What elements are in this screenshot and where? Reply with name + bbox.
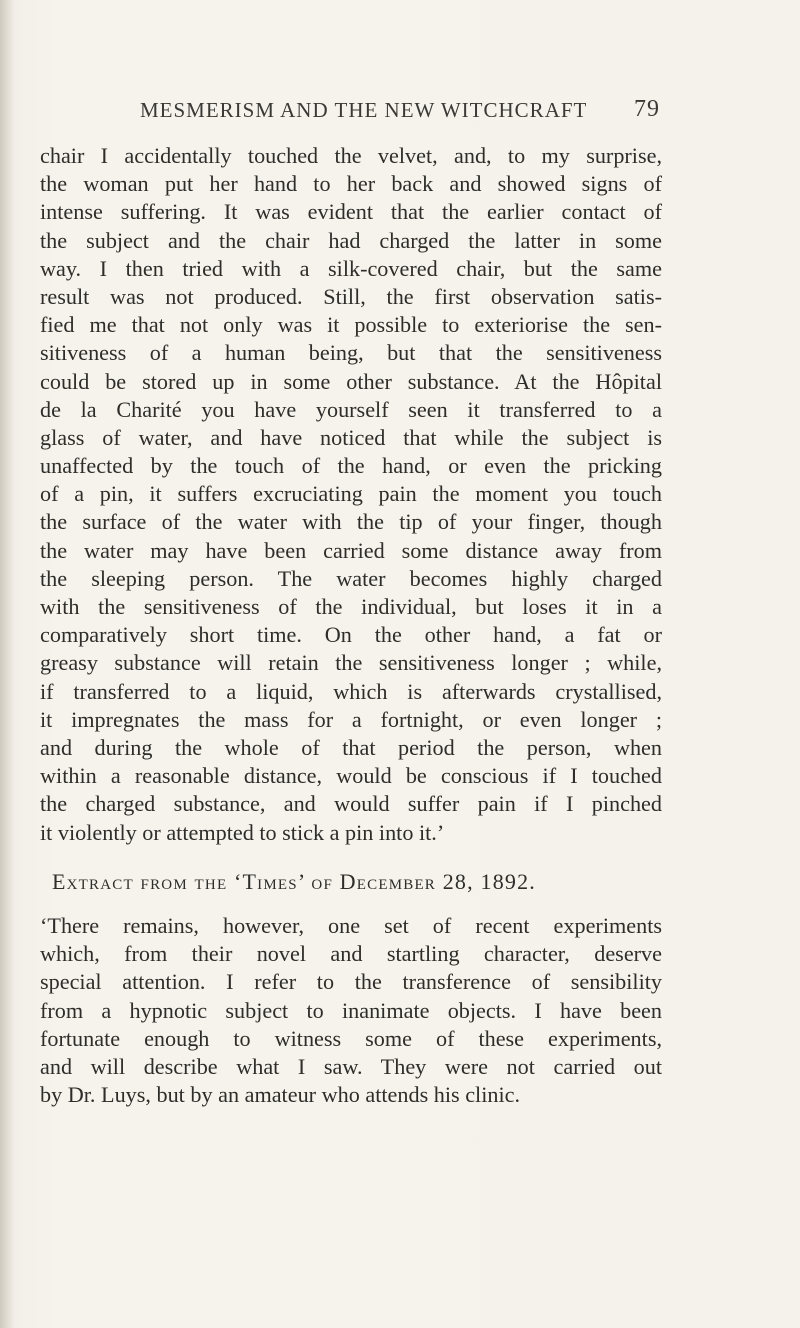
text-line: the sleeping person. The water becomes highly charged bbox=[40, 565, 662, 591]
text-line: unaffected by the touch of the hand, or even the pricking bbox=[40, 453, 662, 479]
page-gutter-shadow bbox=[0, 0, 14, 1328]
text-line: ‘There remains, however, one set of recent experiments bbox=[40, 913, 662, 938]
text-line: intense suffering. It was evident that the earlier contact of bbox=[40, 199, 662, 225]
text-line: could be stored up in some other substance. At the Hôpital bbox=[40, 368, 662, 394]
text-line: the subject and the chair had charged the latter in some bbox=[40, 227, 662, 253]
section-heading: Extract from the ‘Times’ of December 28, 1892. bbox=[52, 869, 537, 894]
text-line: by Dr. Luys, but by an amateur who attends his clinic. bbox=[40, 1082, 521, 1108]
text-line: with the sensitiveness of the individual, but loses it in a bbox=[40, 594, 662, 619]
text-line: sitiveness of a human being, but that the sensitiveness bbox=[40, 340, 662, 366]
page-number: 79 bbox=[634, 96, 660, 122]
text-line: the charged substance, and would suffer pain if I pinched bbox=[40, 791, 662, 817]
text-line: which, from their novel and startling character, deserve bbox=[40, 941, 662, 967]
paragraph-extract bbox=[40, 912, 662, 1109]
text-line: chair I accidentally touched the velvet, and, to my surprise, bbox=[40, 143, 662, 168]
text-line: result was not produced. Still, the first observation satis- bbox=[40, 283, 662, 309]
text-line: fied me that not only was it possible to exteriorise the sen- bbox=[40, 312, 662, 338]
text-line: the woman put her hand to her back and showed signs of bbox=[40, 171, 662, 197]
text-line: of a pin, it suffers excruciating pain the moment you touch bbox=[40, 481, 662, 507]
text-line: glass of water, and have noticed that while the subject is bbox=[40, 424, 662, 450]
text-line: greasy substance will retain the sensitiveness longer ; while, bbox=[40, 650, 662, 676]
running-title: MESMERISM AND THE NEW WITCHCRAFT bbox=[140, 98, 588, 122]
text-line: the surface of the water with the tip of your finger, though bbox=[40, 509, 662, 535]
text-line: and will describe what I saw. They were not carried out bbox=[40, 1053, 662, 1079]
text-line: within a reasonable distance, would be conscious if I touched bbox=[40, 763, 662, 789]
text-line: special attention. I refer to the transference of sensibility bbox=[40, 969, 662, 995]
running-head bbox=[140, 98, 660, 130]
text-line: fortunate enough to witness some of these experiments, bbox=[40, 1025, 662, 1051]
text-line: it impregnates the mass for a fortnight, or even longer ; bbox=[40, 706, 662, 732]
text-line: and during the whole of that period the person, when bbox=[40, 734, 662, 760]
text-line: comparatively short time. On the other hand, a fat or bbox=[40, 622, 662, 648]
text-line: de la Charité you have yourself seen it transferred to a bbox=[40, 396, 662, 422]
text-line: it violently or attempted to stick a pin into it.’ bbox=[40, 819, 445, 845]
paragraph-continuation bbox=[40, 142, 662, 847]
text-line: way. I then tried with a silk-covered chair, but the same bbox=[40, 255, 662, 281]
text-line: the water may have been carried some distance away from bbox=[40, 537, 662, 563]
text-line: from a hypnotic subject to inanimate objects. I have been bbox=[40, 997, 662, 1023]
text-line: if transferred to a liquid, which is afterwards crystallised, bbox=[40, 678, 662, 704]
